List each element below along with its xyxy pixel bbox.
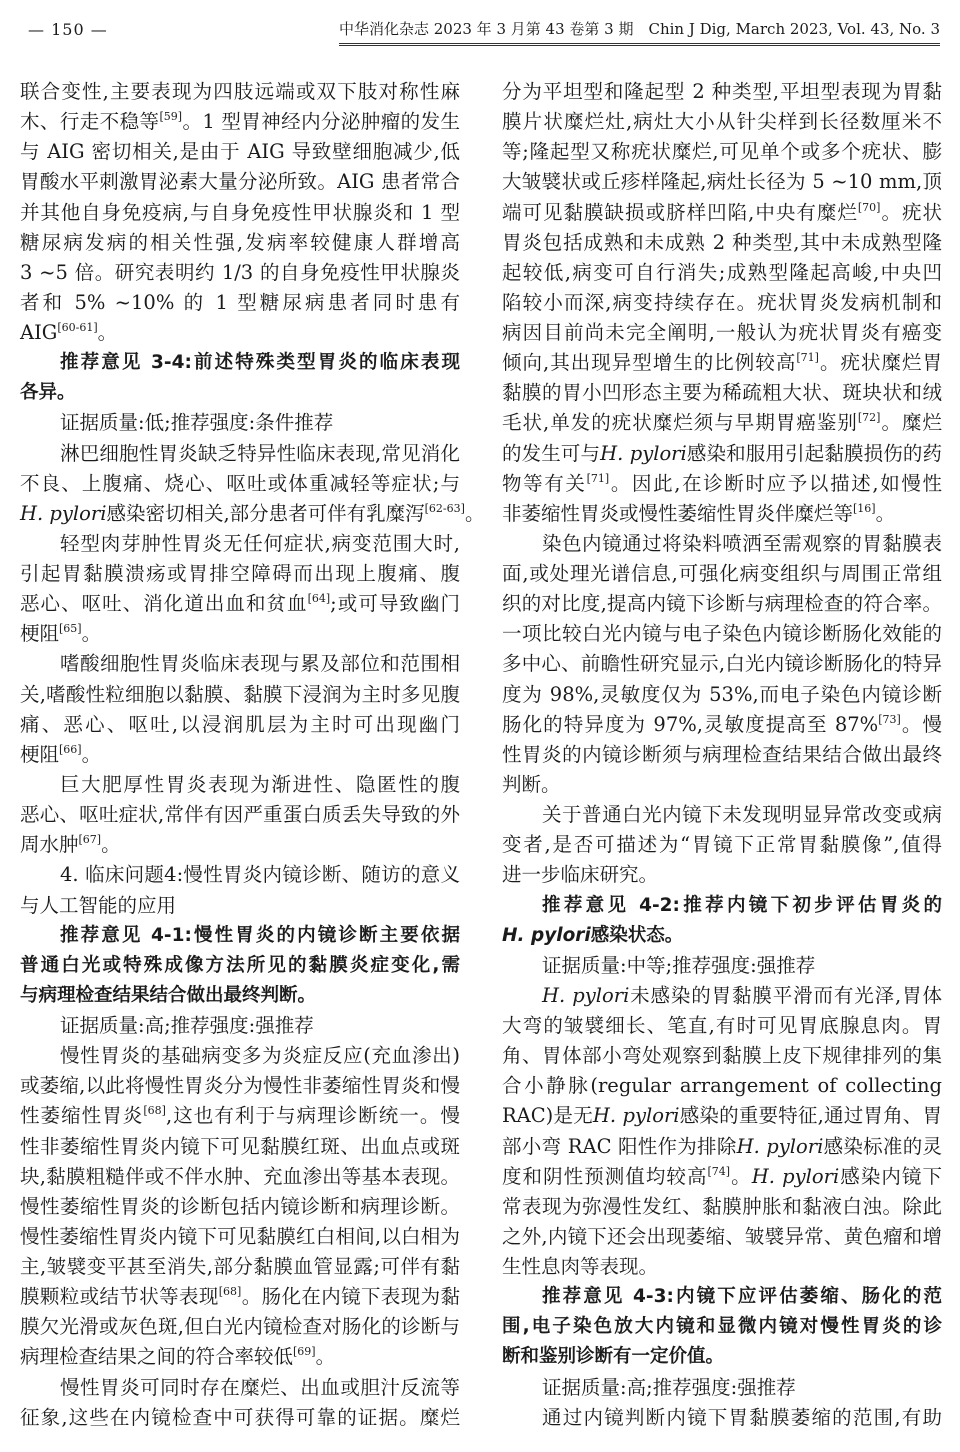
citation-ref: [70] — [857, 200, 881, 214]
text-segment: 证据质量:高;推荐强度:强推荐 — [60, 1014, 314, 1038]
text-line — [20, 1403, 460, 1433]
text-line — [20, 499, 485, 529]
text-line — [502, 77, 942, 107]
text-segment: 慢性胃炎可同时存在糜烂、出血或胆汁反流等 — [60, 1375, 460, 1399]
text-line — [502, 860, 942, 890]
text-segment: 感染密切相关,部分患者可伴有乳糜泻 — [106, 501, 425, 525]
text-line — [20, 830, 460, 860]
text-line — [20, 1282, 460, 1312]
text-line — [502, 800, 942, 830]
text-segment: 生性息肉等表现。 — [502, 1255, 659, 1279]
page-number: — 150 — — [28, 20, 108, 39]
text-line — [502, 198, 942, 228]
text-line — [502, 228, 942, 258]
text-line — [20, 1222, 460, 1252]
text-segment: 通过内镜判断内镜下胃黏膜萎缩的范围,有助 — [542, 1405, 942, 1429]
text-segment: 证据质量:中等;推荐强度:强推荐 — [542, 953, 816, 977]
text-line — [20, 800, 460, 830]
text-line — [502, 981, 942, 1011]
text-line — [502, 499, 942, 529]
species-name: H. pylori — [751, 1164, 840, 1188]
text-segment: 感染状态。 — [590, 924, 684, 946]
recommendation-line — [20, 921, 460, 951]
species-name: H. pylori — [542, 983, 630, 1007]
text-segment: 的发生可与 — [502, 441, 601, 465]
text-segment: 肠化的特异度为 97%,灵敏度提高至 87% — [502, 712, 879, 736]
text-segment: 。因此,在诊断时应予以描述,如慢性 — [609, 471, 942, 495]
citation-ref: [71] — [796, 351, 819, 365]
text-segment: 病因目前尚未完全阐明,一般认为疣状胃炎有癌变 — [502, 321, 942, 345]
text-segment: 判断。 — [502, 772, 561, 796]
text-segment: ;或可导致幽门 — [330, 592, 460, 616]
text-segment: 。 — [730, 1164, 752, 1188]
text-segment: 未感染的胃黏膜平滑而有光泽,胃体 — [629, 983, 942, 1007]
text-segment: 病理检查结果之间的符合率较低 — [20, 1345, 294, 1369]
species-name: H. pylori — [592, 1104, 680, 1128]
text-segment: 黏膜的胃小凹形态主要为稀疏粗大状、斑块状和绒 — [502, 381, 942, 405]
citation-ref: [72] — [857, 411, 881, 425]
text-segment: 大弯的皱襞细长、笔直,有时可见胃底腺息肉。胃 — [502, 1014, 942, 1038]
text-segment: 度和阴性预测值均较高 — [502, 1164, 708, 1188]
text-segment: 起较低,病变可自行消失;成熟型隆起高峻,中央凹 — [502, 260, 942, 284]
text-line — [502, 107, 942, 137]
text-line — [502, 710, 942, 740]
text-segment: 毛状,单发的疣状糜烂须与早期胃癌鉴别 — [502, 411, 858, 435]
text-segment: 部小弯 RAC 阳性作为排除 — [502, 1134, 737, 1158]
text-line — [20, 1041, 460, 1071]
text-line — [502, 258, 942, 288]
text-line — [20, 198, 460, 228]
text-segment: 之外,内镜下还会出现萎缩、皱襞异常、黄色瘤和增 — [502, 1224, 942, 1248]
species-name: H. pylori — [502, 924, 591, 946]
text-segment: 关,嗜酸性粒细胞以黏膜、黏膜下浸润为主时多见腹 — [20, 682, 460, 706]
text-segment: 倾向,其出现异型增生的比例较高 — [502, 351, 797, 375]
text-segment: 度为 98%,灵敏度仅为 53%,而电子染色内镜诊断 — [502, 682, 942, 706]
text-line — [502, 1222, 942, 1252]
recommendation-line — [502, 1342, 942, 1372]
text-line — [502, 1071, 942, 1101]
text-line — [20, 167, 460, 197]
text-segment: 角、胃体部小弯处观察到黏膜上皮下规律排列的集 — [502, 1044, 942, 1068]
text-segment: 恶心、呕吐症状,常伴有因严重蛋白质丢失导致的外 — [20, 803, 460, 827]
text-line — [20, 1312, 460, 1342]
text-segment: 。 — [81, 622, 102, 646]
text-segment: 膜颗粒或结节状等表现 — [20, 1285, 219, 1309]
text-line — [502, 951, 942, 981]
text-segment: 。 — [81, 742, 102, 766]
text-line — [502, 378, 942, 408]
text-line — [502, 1101, 942, 1131]
text-segment: 。肠化在内镜下表现为黏 — [241, 1285, 460, 1309]
citation-ref: [73] — [878, 712, 901, 726]
text-line — [20, 710, 460, 740]
text-segment: 陷较小而深,病变持续存在。疣状胃炎发病机制和 — [502, 290, 942, 314]
recommendation-line — [20, 348, 460, 378]
text-line — [20, 1373, 460, 1403]
text-line — [502, 770, 942, 800]
text-segment: 感染标准的灵 — [823, 1134, 942, 1158]
text-segment: 证据质量:高;推荐强度:强推荐 — [542, 1375, 796, 1399]
text-segment: 推荐意见 3-4:前述特殊类型胃炎的临床表现 — [60, 352, 460, 374]
text-line — [20, 1071, 460, 1101]
citation-ref: [65] — [59, 622, 82, 636]
text-segment: 断和鉴别诊断有一定价值。 — [502, 1346, 725, 1368]
text-line — [502, 1011, 942, 1041]
text-line — [20, 1162, 460, 1192]
text-line — [20, 318, 460, 348]
text-segment: 征象,这些在内镜检查中可获得可靠的证据。糜烂 — [20, 1405, 460, 1429]
text-segment: 。 — [97, 321, 118, 345]
text-line — [502, 318, 942, 348]
text-line — [502, 1041, 942, 1071]
text-segment: 巨大肥厚性胃炎表现为渐进性、隐匿性的腹 — [60, 772, 460, 796]
text-segment: 梗阻 — [20, 742, 60, 766]
text-segment: 分为平坦型和隆起型 2 种类型,平坦型表现为胃黏 — [502, 80, 942, 103]
text-line — [502, 830, 942, 860]
text-segment: 膜片状糜烂灶,病灶大小从针尖样到长径数厘米不 — [502, 110, 942, 134]
text-segment: 染色内镜通过将染料喷洒至需观察的胃黏膜表 — [542, 531, 942, 555]
text-line — [20, 649, 460, 679]
text-line — [20, 680, 460, 710]
text-segment: 多中心、前瞻性研究显示,白光内镜诊断肠化的特异 — [502, 652, 942, 676]
text-line — [20, 1132, 460, 1162]
text-line — [20, 1011, 460, 1041]
text-segment: 。疣状 — [880, 200, 942, 224]
text-segment: 并其他自身免疫病,与自身免疫性甲状腺炎和 1 型 — [20, 200, 460, 224]
citation-ref: [71] — [586, 471, 610, 485]
text-segment: 推荐意见 4-2:推荐内镜下初步评估胃炎的 — [542, 894, 942, 916]
text-line — [20, 258, 460, 288]
recommendation-line — [502, 921, 942, 951]
text-segment: 证据质量:低;推荐强度:条件推荐 — [60, 411, 334, 435]
text-line — [502, 288, 942, 318]
text-line — [502, 1132, 942, 1162]
text-segment: 围,电子染色放大内镜和显微内镜对慢性胃炎的诊 — [502, 1316, 942, 1338]
text-segment: 嗜酸细胞性胃炎临床表现与累及部位和范围相 — [60, 652, 460, 676]
recommendation-line — [502, 1282, 942, 1312]
text-line — [20, 439, 460, 469]
text-line — [20, 288, 460, 318]
text-segment: 引起胃黏膜溃疡或胃排空障碍而出现上腹痛、腹 — [20, 562, 460, 586]
citation-ref: [16] — [853, 501, 876, 515]
text-segment: 3 ~5 倍。研究表明约 1/3 的自身免疫性甲状腺炎 — [20, 260, 460, 284]
text-line — [502, 529, 942, 559]
running-head: 中华消化杂志 2023 年 3 月第 43 卷第 3 期 Chin J Dig, March 2023, Vol. 43, No. 3 — [339, 18, 940, 46]
text-line — [502, 1403, 942, 1433]
text-line — [502, 348, 942, 378]
text-segment: 普通白光或特殊成像方法所见的黏膜炎症变化,需 — [20, 954, 460, 976]
text-line — [20, 529, 460, 559]
text-segment: 性萎缩性胃炎 — [20, 1104, 144, 1128]
text-segment: 块,黏膜粗糙伴或不伴水肿、充血渗出等基本表现。 — [20, 1164, 460, 1188]
text-segment: 推荐意见 4-3:内镜下应评估萎缩、肠化的范 — [542, 1286, 942, 1308]
text-segment: 与病理检查结果结合做出最终判断。 — [20, 984, 317, 1006]
text-segment: 轻型肉芽肿性胃炎无任何症状,病变范围大时, — [60, 531, 460, 555]
text-line — [20, 589, 460, 619]
text-segment: 性非萎缩性胃炎内镜下可见黏膜红斑、出血点或斑 — [20, 1134, 460, 1158]
text-segment: 。 — [101, 833, 121, 857]
text-line — [502, 1162, 942, 1192]
text-line — [20, 137, 460, 167]
text-segment: 。 — [464, 501, 485, 525]
text-segment: 。糜烂 — [880, 411, 942, 435]
text-segment: 物等有关 — [502, 471, 587, 495]
citation-ref: [59] — [159, 110, 183, 124]
text-segment: 梗阻 — [20, 622, 60, 646]
text-segment: 端可见黏膜缺损或脐样凹陷,中央有糜烂 — [502, 200, 858, 224]
text-segment: 感染的重要特征,通过胃角、胃 — [679, 1104, 942, 1128]
text-line — [20, 1252, 460, 1282]
text-segment: 淋巴细胞性胃炎缺乏特异性临床表现,常见消化 — [60, 441, 460, 465]
species-name: H. pylori — [736, 1134, 824, 1158]
text-segment: 感染和服用引起黏膜损伤的药 — [686, 441, 942, 465]
citation-ref: [68] — [218, 1285, 242, 1299]
text-segment: 恶心、呕吐、消化道出血和贫血 — [20, 592, 308, 616]
text-line — [20, 740, 460, 770]
text-segment: 合小静脉(regular arrangement of collecting — [502, 1074, 942, 1098]
species-name: H. pylori — [600, 441, 687, 465]
text-segment: RAC)是无 — [502, 1104, 593, 1128]
citation-ref: [62-63] — [424, 501, 465, 515]
text-segment: AIG — [20, 321, 58, 345]
text-line — [20, 228, 460, 258]
text-segment: 不良、上腹痛、烧心、呕吐或体重减轻等症状;与 — [20, 471, 460, 495]
text-segment: 或萎缩,以此将慢性胃炎分为慢性非萎缩性胃炎和慢 — [20, 1074, 460, 1098]
text-line — [502, 680, 942, 710]
recommendation-line — [20, 951, 460, 981]
recommendation-line — [20, 378, 460, 408]
text-segment: 一项比较白光内镜与电子染色内镜诊断肠化效能的 — [502, 622, 942, 646]
text-segment: 面,或处理光谱信息,可强化病变组织与周围正常组 — [502, 562, 942, 586]
text-segment: 进一步临床研究。 — [502, 863, 659, 887]
text-segment: 4. 临床问题4:慢性胃炎内镜诊断、随访的意义 — [60, 863, 460, 887]
text-segment: 织的对比度,提高内镜下诊断与病理检查的符合率。 — [502, 592, 942, 616]
text-segment: ,这也有利于与病理诊断统一。慢 — [165, 1104, 460, 1128]
text-segment: 慢性萎缩性胃炎内镜下可见黏膜红白相间,以白相为 — [20, 1224, 460, 1248]
citation-ref: [69] — [293, 1345, 316, 1359]
text-line — [502, 740, 942, 770]
text-segment: 糖尿病发病的相关性强,发病率较健康人群增高 — [20, 230, 460, 254]
text-segment: 周水肿 — [20, 833, 79, 857]
text-line — [502, 1373, 942, 1403]
text-line — [502, 408, 942, 438]
text-segment: 感染内镜下 — [839, 1164, 942, 1188]
text-segment: 常表现为弥漫性发红、黏膜肿胀和黏液白浊。除此 — [502, 1194, 942, 1218]
species-name: H. pylori — [20, 501, 107, 525]
text-segment: 推荐意见 4-1:慢性胃炎的内镜诊断主要依据 — [60, 924, 460, 946]
text-segment: 非萎缩性胃炎或慢性萎缩性胃炎伴糜烂等 — [502, 501, 854, 525]
text-line — [502, 589, 942, 619]
text-line — [502, 649, 942, 679]
text-line — [20, 107, 460, 137]
text-segment: 与 AIG 密切相关,是由于 AIG 导致壁细胞减少,低 — [20, 140, 460, 164]
text-segment: 。 — [315, 1345, 336, 1369]
text-line — [502, 559, 942, 589]
text-segment: 慢性胃炎的基础病变多为炎症反应(充血渗出) — [60, 1044, 460, 1068]
text-line — [20, 1192, 460, 1222]
text-line — [502, 137, 942, 167]
text-line — [20, 860, 460, 890]
text-segment: 性胃炎的内镜诊断须与病理检查结果结合做出最终 — [502, 742, 942, 766]
text-segment: 联合变性,主要表现为四肢远端或双下肢对称性麻 — [20, 80, 460, 103]
text-line — [20, 770, 460, 800]
text-line — [502, 469, 942, 499]
text-line — [502, 167, 942, 197]
citation-ref: [66] — [59, 742, 82, 756]
text-segment: 关于普通白光内镜下未发现明显异常改变或病 — [542, 803, 942, 827]
text-segment: 膜欠光滑或灰色斑,但白光内镜检查对肠化的诊断与 — [20, 1315, 460, 1339]
text-segment: 木、行走不稳等 — [20, 110, 160, 134]
text-line — [20, 1101, 460, 1131]
text-segment: 。疣状糜烂胃 — [818, 351, 942, 375]
text-line — [502, 619, 942, 649]
text-segment: 胃酸水平刺激胃泌素大量分泌所致。AIG 患者常合 — [20, 170, 460, 194]
text-segment: 。1 型胃神经内分泌肿瘤的发生 — [182, 110, 460, 134]
text-line — [502, 1252, 942, 1282]
text-line — [502, 1192, 942, 1222]
text-line — [20, 619, 460, 649]
citation-ref: [60-61] — [57, 321, 98, 335]
recommendation-line — [502, 1312, 942, 1342]
citation-ref: [67] — [78, 833, 102, 847]
text-line — [20, 469, 460, 499]
citation-ref: [64] — [307, 592, 331, 606]
text-segment: 胃炎包括成熟和未成熟 2 种类型,其中未成熟型隆 — [502, 230, 942, 254]
text-segment: 。慢 — [900, 712, 942, 736]
text-segment: 与人工智能的应用 — [20, 893, 177, 917]
citation-ref: [74] — [707, 1164, 731, 1178]
text-line — [20, 559, 460, 589]
text-line — [20, 408, 460, 438]
text-segment: 痛、恶心、呕吐,以浸润肌层为主时可出现幽门 — [20, 712, 460, 736]
text-segment: 等;隆起型又称疣状糜烂,可见单个或多个疣状、膨 — [502, 140, 942, 164]
text-line — [20, 891, 460, 921]
text-segment: 大皱襞状或丘疹样隆起,病灶长径为 5 ~10 mm,顶 — [502, 170, 942, 194]
text-segment: 主,皱襞变平甚至消失,部分黏膜血管显露;可伴有黏 — [20, 1255, 460, 1279]
text-segment: 者和 5% ~10% 的 1 型糖尿病患者同时患有 — [20, 290, 460, 314]
recommendation-line — [20, 981, 460, 1011]
text-line — [502, 439, 942, 469]
text-line — [20, 1342, 460, 1372]
text-segment: 慢性萎缩性胃炎的诊断包括内镜诊断和病理诊断。 — [20, 1194, 460, 1218]
text-segment: 。 — [875, 501, 896, 525]
text-line — [20, 77, 460, 107]
text-segment: 变者,是否可描述为“胃镜下正常胃黏膜像”,值得 — [502, 833, 942, 857]
citation-ref: [68] — [143, 1104, 166, 1118]
text-segment: 各异。 — [20, 382, 76, 404]
recommendation-line — [502, 891, 942, 921]
